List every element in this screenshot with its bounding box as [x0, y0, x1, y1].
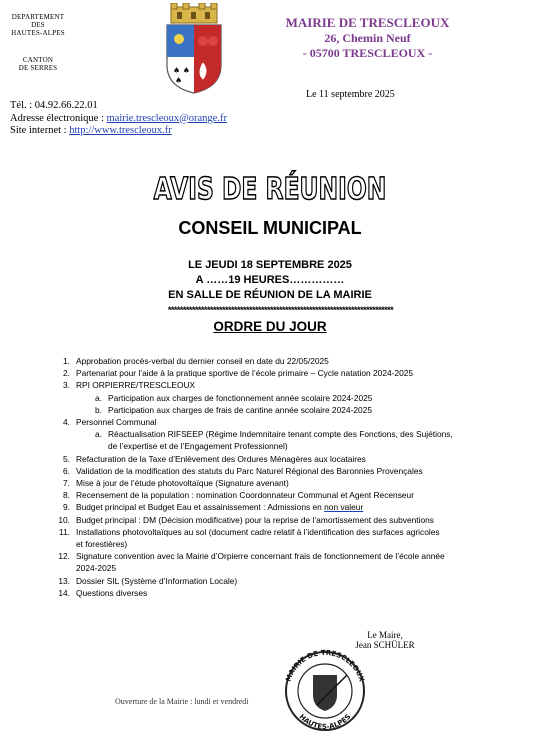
- list-subitem-continued: [56, 440, 496, 452]
- signature-name: Jean SCHÜLER: [355, 640, 415, 650]
- item-text-underlined: non valeur: [324, 502, 364, 513]
- stamp-bottom-text: HAUTES-ALPES: [297, 712, 353, 731]
- item-number: 4.: [63, 417, 70, 428]
- mairie-address-line2: - 05700 TRESCLEOUX -: [302, 46, 433, 60]
- list-item: [56, 550, 496, 562]
- item-text: Installations photovoltaïques au sol (document cadre relatif à l’identification des surfaces agricoles: [76, 526, 440, 537]
- item-text: de l’expertise et de l’Engagement Professionnel): [108, 441, 288, 452]
- item-number: 1.: [63, 356, 70, 366]
- meeting-date: LE JEUDI 18 SEPTEMBRE 2025: [188, 259, 352, 271]
- item-text: Signature convention avec la Mairie d’Orpierre concernant frais de fonctionnement de l’école année: [76, 551, 445, 562]
- item-number: 11.: [58, 526, 70, 537]
- department-block: [4, 13, 72, 37]
- notice-title: AVIS DE RÉUNION: [153, 172, 387, 207]
- opening-hours-footer: Ouverture de la Mairie : lundi et vendredi: [115, 697, 249, 706]
- list-item: [56, 453, 496, 465]
- agenda-title: ORDRE DU JOUR: [213, 319, 327, 334]
- subitem-letter: a.: [95, 392, 102, 403]
- item-number: 2.: [63, 368, 70, 379]
- list-subitem: [56, 404, 496, 416]
- phone-number: Tél. : 04.92.66.22.01: [10, 100, 98, 111]
- item-number: 5.: [63, 453, 70, 464]
- agenda-list: [56, 355, 496, 599]
- item-text: Réactualisation RIFSEEP (Régime Indemnitaire tenant compte des Fonctions, des Sujétions,: [108, 429, 453, 440]
- official-stamp: [277, 645, 373, 731]
- department-line: DEPARTEMENT: [11, 13, 65, 21]
- item-text: Budget principal et Budget Eau et assainissement : Admissions en: [76, 502, 325, 513]
- item-number: 8.: [63, 490, 70, 501]
- document-date: Le 11 septembre 2025: [306, 89, 395, 100]
- meeting-details: [140, 258, 400, 303]
- list-item: [56, 416, 496, 428]
- email-line: [10, 113, 310, 126]
- list-item: [56, 367, 496, 379]
- item-number: 6.: [63, 465, 70, 476]
- website-label: Site internet :: [10, 125, 70, 136]
- list-item: [56, 526, 496, 538]
- item-text: et forestières): [76, 539, 128, 550]
- item-number: 3.: [63, 380, 70, 391]
- website-line: [10, 125, 310, 138]
- subitem-letter: b.: [95, 404, 102, 415]
- item-number: 10.: [58, 514, 70, 525]
- council-subtitle: CONSEIL MUNICIPAL: [178, 218, 362, 238]
- svg-text:♠: ♠: [175, 76, 183, 85]
- item-number: 9.: [63, 502, 70, 513]
- item-text: Participation aux charges de fonctionnement année scolaire 2024-2025: [108, 392, 373, 403]
- department-line: HAUTES-ALPES: [11, 29, 65, 37]
- item-text: Participation aux charges de frais de cantine année scolaire 2024-2025: [108, 404, 372, 415]
- stamp-top-text: MAIRIE DE TRESCLEOUX: [284, 648, 366, 683]
- item-number: 7.: [63, 478, 70, 489]
- mairie-name: MAIRIE DE TRESCLEOUX: [285, 15, 450, 30]
- item-number: 12.: [58, 551, 70, 562]
- list-subitem: [56, 428, 496, 440]
- item-text: Budget principal : DM (Décision modificative) pour la reprise de l’amortissement des subventions: [76, 514, 434, 525]
- list-item: [56, 501, 496, 513]
- canton-line: DE SERRES: [18, 64, 58, 72]
- item-text: Questions diverses: [76, 587, 148, 598]
- email-link[interactable]: mairie.trescleoux@orange.fr: [106, 112, 227, 124]
- canton-line: CANTON: [22, 56, 54, 64]
- item-text: Recensement de la population : nomination Coordonnateur Communal et Agent Recenseur: [76, 490, 415, 501]
- mairie-address-line1: 26, Chemin Neuf: [324, 31, 411, 45]
- item-text: Personnel Communal: [76, 417, 157, 428]
- list-item: [56, 355, 496, 367]
- item-text: Dossier SIL (Système d’Information Locale): [76, 575, 238, 586]
- list-item: [56, 514, 496, 526]
- meeting-place: EN SALLE DE RÉUNION DE LA MAIRIE: [168, 289, 372, 301]
- list-subitem: [56, 392, 496, 404]
- item-text: Mise à jour de l’étude photovoltaïque (Signature avenant): [76, 478, 289, 489]
- contact-block: [10, 100, 310, 138]
- list-item: [56, 379, 496, 391]
- star-separator: ***************************************************************************: [167, 305, 394, 315]
- item-number: 13.: [58, 575, 70, 586]
- list-item: [56, 575, 496, 587]
- item-number: 14.: [58, 587, 70, 598]
- email-label: Adresse électronique :: [10, 112, 107, 124]
- department-line: DES: [31, 21, 45, 29]
- list-item-continued: [56, 538, 496, 550]
- notice-title-wrap: [0, 172, 540, 207]
- coat-of-arms-logo: [163, 3, 225, 95]
- subitem-letter: a.: [95, 429, 102, 440]
- item-text: Approbation procès-verbal du dernier conseil en date du 22/05/2025: [76, 356, 329, 366]
- item-text: Partenariat pour l’aide à la pratique sportive de l’école primaire – Cycle natation 2024-2025: [76, 368, 414, 379]
- item-text: Refacturation de la Taxe d’Enlèvement des Ordures Ménagères aux locataires: [76, 453, 366, 464]
- svg-text:♠ ♠: ♠ ♠: [173, 66, 190, 75]
- meeting-time: A ……19 HEURES……………: [195, 274, 345, 286]
- item-text: 2024-2025: [76, 563, 117, 574]
- list-item-continued: [56, 562, 496, 574]
- item-text: Validation de la modification des statuts du Parc Naturel Régional des Baronnies Provençales: [76, 465, 423, 476]
- list-item: [56, 477, 496, 489]
- signature-title: Le Maire,: [367, 630, 403, 640]
- list-item: [56, 489, 496, 501]
- list-item: [56, 587, 496, 599]
- canton-block: [4, 56, 72, 72]
- item-text: RPI ORPIERRE/TRESCLEOUX: [76, 380, 196, 391]
- list-item: [56, 465, 496, 477]
- website-link[interactable]: http://www.trescleoux.fr: [69, 125, 172, 136]
